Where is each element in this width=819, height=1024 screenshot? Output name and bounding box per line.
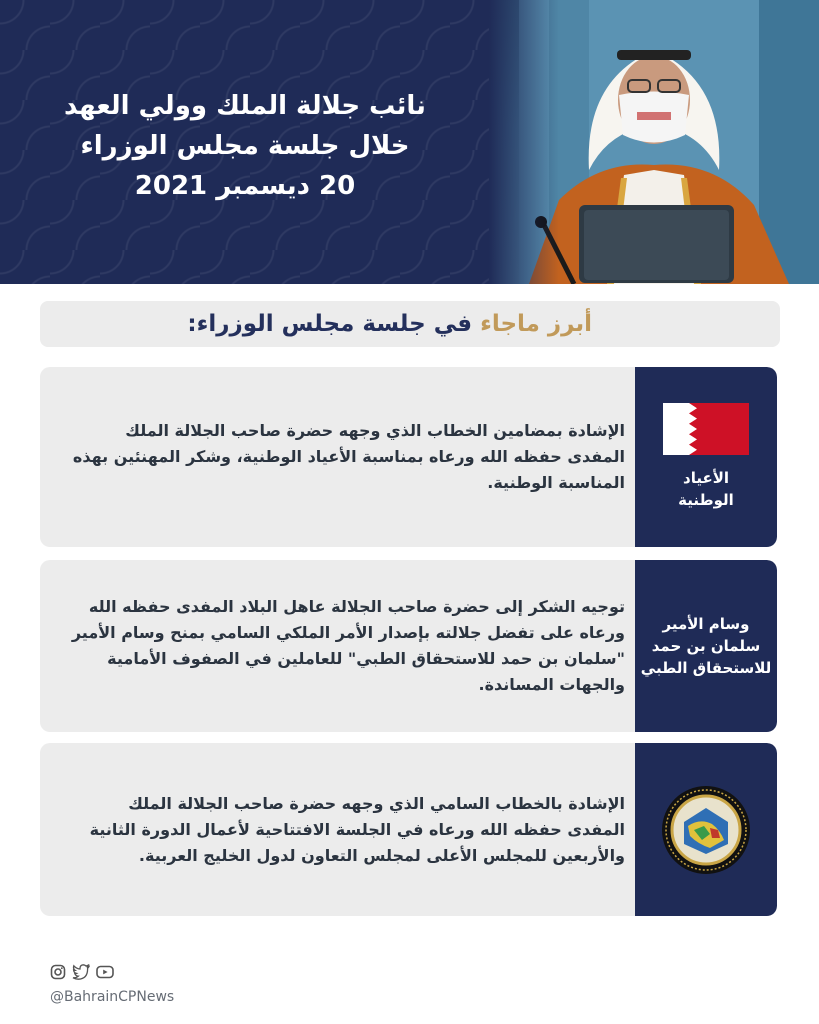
card-text-line: المفدى حفظه الله ورعاه بمناسبة الأعياد الوطنية، وشكر المهنئين بهذه [72,447,625,466]
card-text-line: المفدى حفظه الله ورعاه في الجلسة الافتتاحية لأعمال الدورة الثانية [89,819,625,839]
card-body [50,743,625,916]
section-heading-rest: في جلسة مجلس الوزراء: [187,311,473,337]
card-label-line: الأعياد [683,469,730,487]
highlight-card-gcc-summit [40,743,777,916]
card-side-panel [635,560,777,732]
card-side-panel [635,743,777,916]
highlight-card-medical-medal [40,560,777,732]
header-title-line: نائب جلالة الملك وولي العهد [64,91,426,121]
card-text-line: الإشادة بمضامين الخطاب الذي وجهه حضرة صاحب الجلالة الملك [125,421,625,440]
twitter-icon[interactable] [72,964,90,980]
card-label-line: للاستحقاق الطبي [640,659,772,677]
youtube-icon[interactable] [96,964,114,980]
card-text-line: والأربعين للمجلس الأعلى لمجلس التعاون لدول الخليج العربية. [138,845,625,865]
card-text-line: ورعاه على تفضل جلالته بإصدار الأمر الملكي السامي بمنح وسام الأمير [71,623,625,642]
gcc-emblem-icon [660,784,752,876]
card-text-line: "سلمان بن حمد للاستحقاق الطبي" للعاملين في الصفوف الأمامية [107,649,625,668]
instagram-icon[interactable] [50,964,66,980]
section-heading [40,301,780,347]
header-photo [489,0,819,284]
header-date: 20 ديسمبر 2021 [134,171,356,201]
card-text-line: الإشادة بالخطاب السامي الذي وجهه حضرة صاحب الجلالة الملك [128,793,625,813]
section-heading-accent: أبرز ماجاء [480,311,592,337]
header-title-line: خلال جلسة مجلس الوزراء [80,131,410,161]
header-title [40,86,450,206]
card-body [50,560,625,732]
card-text-line: توجيه الشكر إلى حضرة صاحب الجلالة عاهل البلاد المفدى حفظه الله [88,597,625,616]
highlight-card-national-days [40,367,777,547]
social-icons [50,962,114,982]
bahrain-flag-icon [663,403,749,455]
photo-fade [489,0,559,284]
card-side-panel [635,367,777,547]
card-label-line: وسام الأمير [662,615,750,633]
card-text-line: والجهات المساندة. [478,675,625,694]
card-label-line: الوطنية [678,491,734,509]
card-label-line: سلمان بن حمد [651,637,761,655]
card-text-line: المناسبة الوطنية. [487,473,625,492]
social-handle[interactable]: @BahrainCPNews [50,989,175,1005]
card-body [50,367,625,547]
header-banner [0,0,819,284]
